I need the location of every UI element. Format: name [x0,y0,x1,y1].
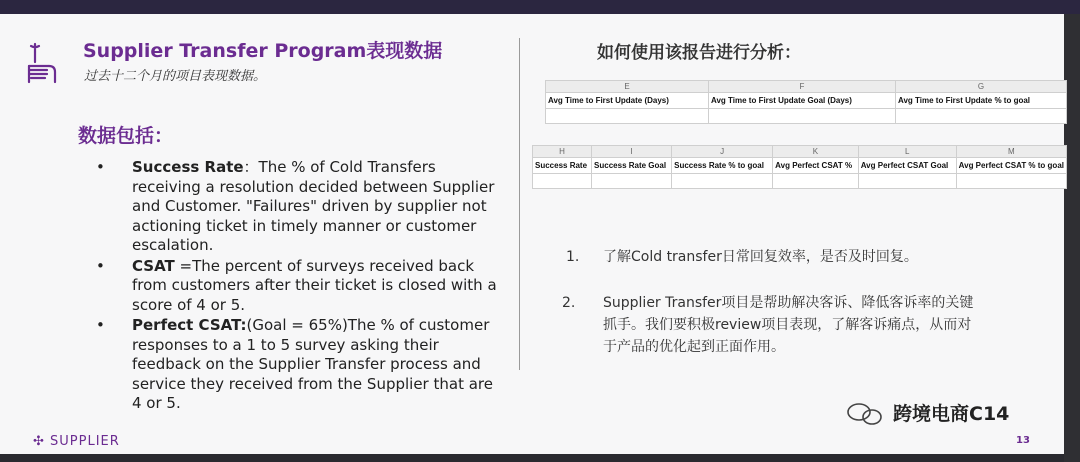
wechat-icon [845,401,887,427]
point-line: 于产品的优化起到正面作用。 [603,339,785,355]
bullet-perfect-csat [96,316,506,414]
term: CSAT [132,256,175,275]
definition: (Goal = 65%)The % of customer responses to a 1 to 5 survey asking their feedback on the Supplier Transfer process and service they received from the Supplier that are 4 or 5. [132,316,493,412]
cell: Success Rate Goal [592,158,672,174]
point-number: 2. [562,295,576,311]
bullet-success-rate [96,158,506,256]
cell: Avg Perfect CSAT % [773,158,859,174]
slide-subtitle: 过去十二个月的项目表现数据。 [84,69,267,84]
cell: Avg Perfect CSAT % to goal [956,158,1066,174]
column-header: L [858,146,956,158]
term: Perfect CSAT: [132,316,247,334]
cell: Avg Time to First Update (Days) [546,93,709,109]
column-header: I [592,146,672,158]
column-header: F [709,81,896,93]
point-text: 了解Cold transfer日常回复效率，是否及时回复。 [603,249,918,265]
column-header: E [546,81,709,93]
cell: Success Rate [533,158,592,174]
logo-text: SUPPLIER [50,434,120,449]
bullet-csat [96,257,506,316]
definition: =The percent of surveys received back from customers after their ticket is closed with a score of 4 or 5. [132,256,497,314]
cell: Avg Time to First Update % to goal [896,93,1067,109]
cell: Success Rate % to goal [672,158,773,174]
spreadsheet-snippet-2 [532,145,1067,189]
section-title: 数据包括： [78,125,174,147]
top-bar [0,0,1080,14]
watermark-text: 跨境电商C14 [893,403,1010,425]
column-header: K [773,146,859,158]
analysis-title: 如何使用该报告进行分析： [597,43,801,63]
slide-title: Supplier Transfer Program表现数据 [83,40,443,62]
point-line: Supplier Transfer项目是帮助解决客诉、降低客诉率的关键 [603,295,974,311]
definition: ：The % of Cold Transfers receiving a resolution decided between Supplier and Customer. "Failures" driven by supplier not actioning ticket in timely manner or customer escalation. [132,158,495,254]
definition-list [96,158,506,415]
column-header: G [896,81,1067,93]
column-header: M [956,146,1066,158]
point-number: 1. [566,249,580,265]
point-line: 抓手。我们要积极review项目表现，了解客诉痛点，从而对 [603,317,972,333]
point-text [603,292,973,358]
brand-logo [33,434,120,449]
column-divider [519,38,520,370]
spreadsheet-snippet-1 [545,80,1067,124]
page-number: 13 [1016,435,1030,446]
hand-wrench-icon [25,40,61,86]
column-header: H [533,146,592,158]
cell: Avg Time to First Update Goal (Days) [709,93,896,109]
cell: Avg Perfect CSAT Goal [858,158,956,174]
column-header: J [672,146,773,158]
term: Success Rate [132,158,244,176]
logo-mark-icon: ✣ [33,434,51,449]
